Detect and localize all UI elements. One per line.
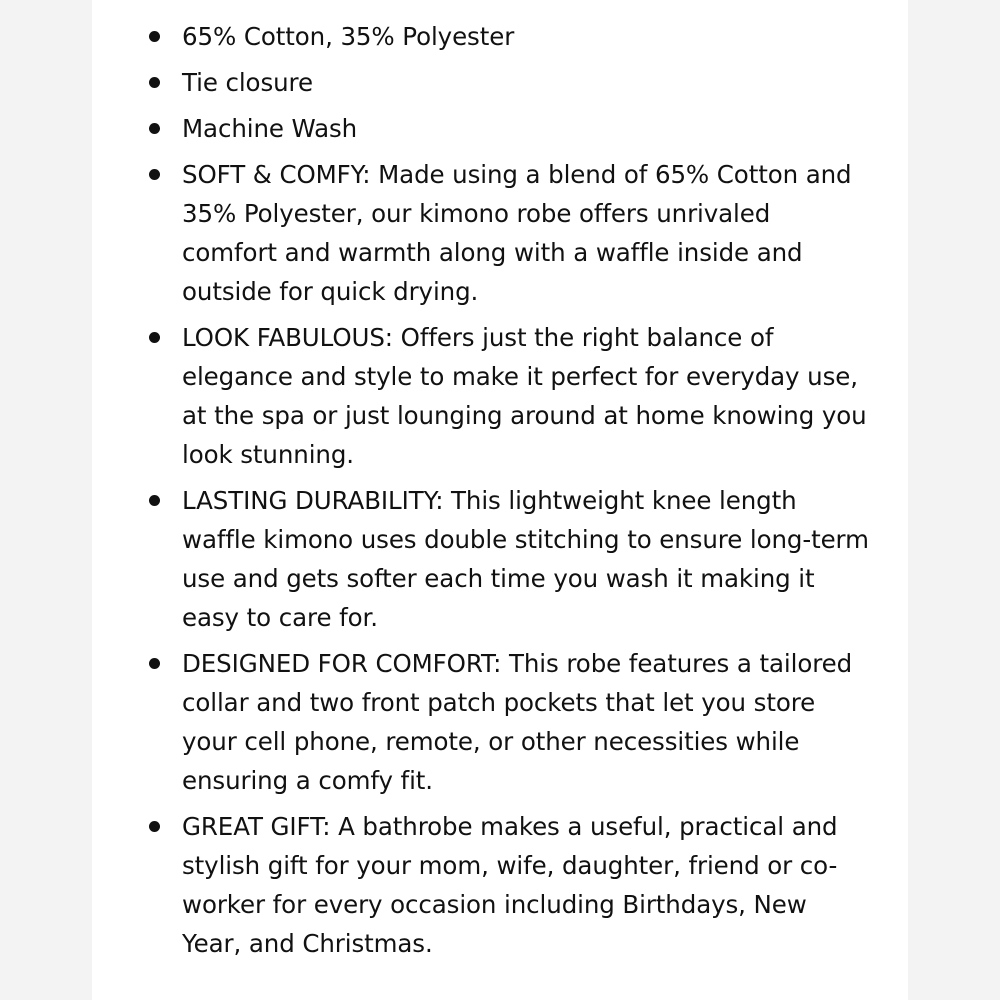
feature-bullet (182, 17, 872, 56)
feature-bullet-text: DESIGNED FOR COMFORT: This robe features a tailored collar and two front patch pockets that let you store your cell phone, remote, or other necessities while ensuring a comfy fit. (182, 649, 853, 795)
bullet-dot-icon (149, 31, 160, 42)
bullet-dot-icon (149, 658, 160, 669)
feature-bullet (182, 63, 872, 102)
feature-bullet-text: Machine Wash (182, 114, 358, 143)
feature-bullet (182, 481, 872, 637)
feature-bullet (182, 807, 872, 963)
bullet-dot-icon (149, 495, 160, 506)
feature-bullet-list (182, 17, 872, 970)
feature-bullet (182, 109, 872, 148)
feature-bullet-text: Tie closure (182, 68, 313, 97)
bullet-dot-icon (149, 332, 160, 343)
bullet-dot-icon (149, 169, 160, 180)
feature-bullet (182, 644, 872, 800)
bullet-dot-icon (149, 123, 160, 134)
feature-bullet-text: SOFT & COMFY: Made using a blend of 65% Cotton and 35% Polyester, our kimono robe offers unrivaled comfort and warmth along with a waffle inside and outside for quick drying. (182, 160, 852, 306)
feature-bullet-text: LASTING DURABILITY: This lightweight knee length waffle kimono uses double stitching to ensure long-term use and gets softer each time you wash it making it easy to care for. (182, 486, 869, 632)
bullet-dot-icon (149, 77, 160, 88)
bullet-dot-icon (149, 821, 160, 832)
feature-bullet-text: LOOK FABULOUS: Offers just the right balance of elegance and style to make it perfect for everyday use, at the spa or just lounging around at home knowing you look stunning. (182, 323, 867, 469)
feature-bullet-text: 65% Cotton, 35% Polyester (182, 22, 515, 51)
feature-bullet-text: GREAT GIFT: A bathrobe makes a useful, practical and stylish gift for your mom, wife, daughter, friend or co-worker for every occasion including Birthdays, New Year, and Christmas. (182, 812, 838, 958)
feature-bullet (182, 155, 872, 311)
feature-bullet (182, 318, 872, 474)
